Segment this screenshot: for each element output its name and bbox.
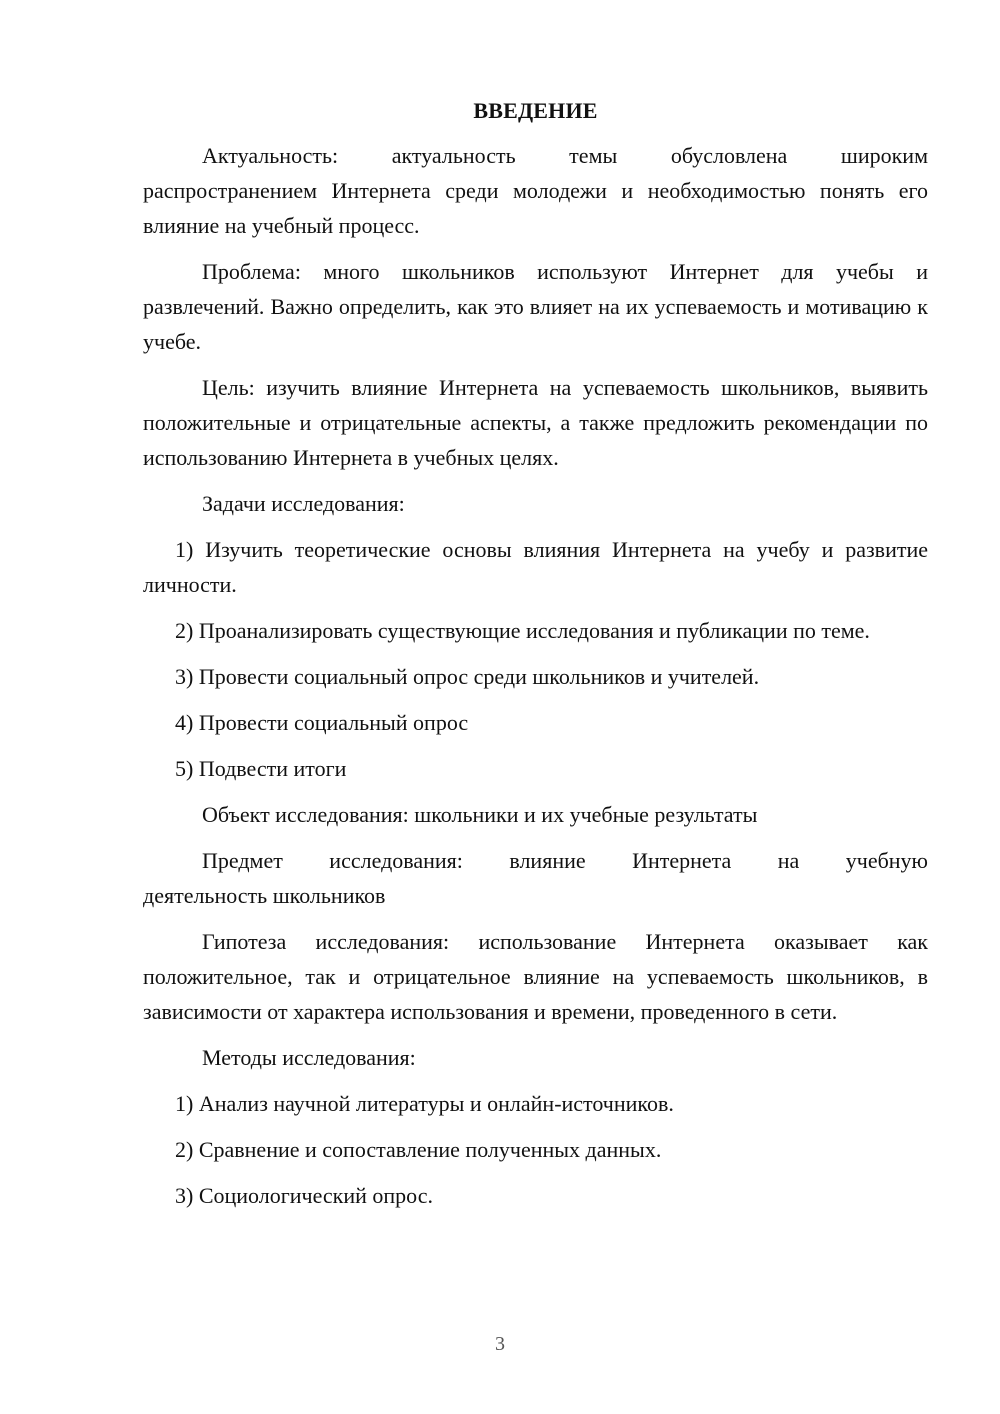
method-item-1: 1) Анализ научной литературы и онлайн-источников. xyxy=(175,1091,674,1116)
task-item-4: 4) Провести социальный опрос xyxy=(175,710,469,735)
section-title: ВВЕДЕНИЕ xyxy=(473,98,598,123)
page-number: 3 xyxy=(495,1333,505,1355)
task-item-3: 3) Провести социальный опрос среди школьников и учителей. xyxy=(175,664,760,689)
task-item-1: 1) Изучить теоретические основы влияния Интернета на учебу и развитие личности. xyxy=(143,537,928,597)
relevance-paragraph xyxy=(143,138,928,243)
problem-paragraph: Проблема: много школьников используют Интернет для учебы и развлечений. Важно определить, как это влияет на их успеваемость и мотивацию к учебе. xyxy=(143,259,928,354)
relevance-first-line: Актуальность: актуальность темы обусловлена широким xyxy=(202,143,928,168)
subject-rest: деятельность школьников xyxy=(143,883,386,908)
tasks-heading: Задачи исследования: xyxy=(202,491,405,516)
method-item-2: 2) Сравнение и сопоставление полученных данных. xyxy=(175,1137,662,1162)
subject-paragraph xyxy=(143,843,928,913)
goal-paragraph: Цель: изучить влияние Интернета на успеваемость школьников, выявить положительные и отрицательные аспекты, а также предложить рекомендации по использованию Интернета в учебных целях. xyxy=(143,375,928,470)
page-content xyxy=(143,94,928,1213)
object-paragraph: Объект исследования: школьники и их учебные результаты xyxy=(202,802,758,827)
hypothesis-paragraph: Гипотеза исследования: использование Интернета оказывает как положительное, так и отрицательное влияние на успеваемость школьников, в зависимости от характера использования и времени, проведенного в сети. xyxy=(143,929,928,1024)
task-item-2: 2) Проанализировать существующие исследования и публикации по теме. xyxy=(175,618,870,643)
method-item-3: 3) Социологический опрос. xyxy=(175,1183,433,1208)
relevance-rest: распространением Интернета среди молодежи и необходимостью понять его влияние на учебный процесс. xyxy=(143,178,928,238)
subject-first-line: Предмет исследования: влияние Интернета на учебную xyxy=(202,848,928,873)
task-item-5: 5) Подвести итоги xyxy=(175,756,347,781)
methods-heading: Методы исследования: xyxy=(202,1045,416,1070)
